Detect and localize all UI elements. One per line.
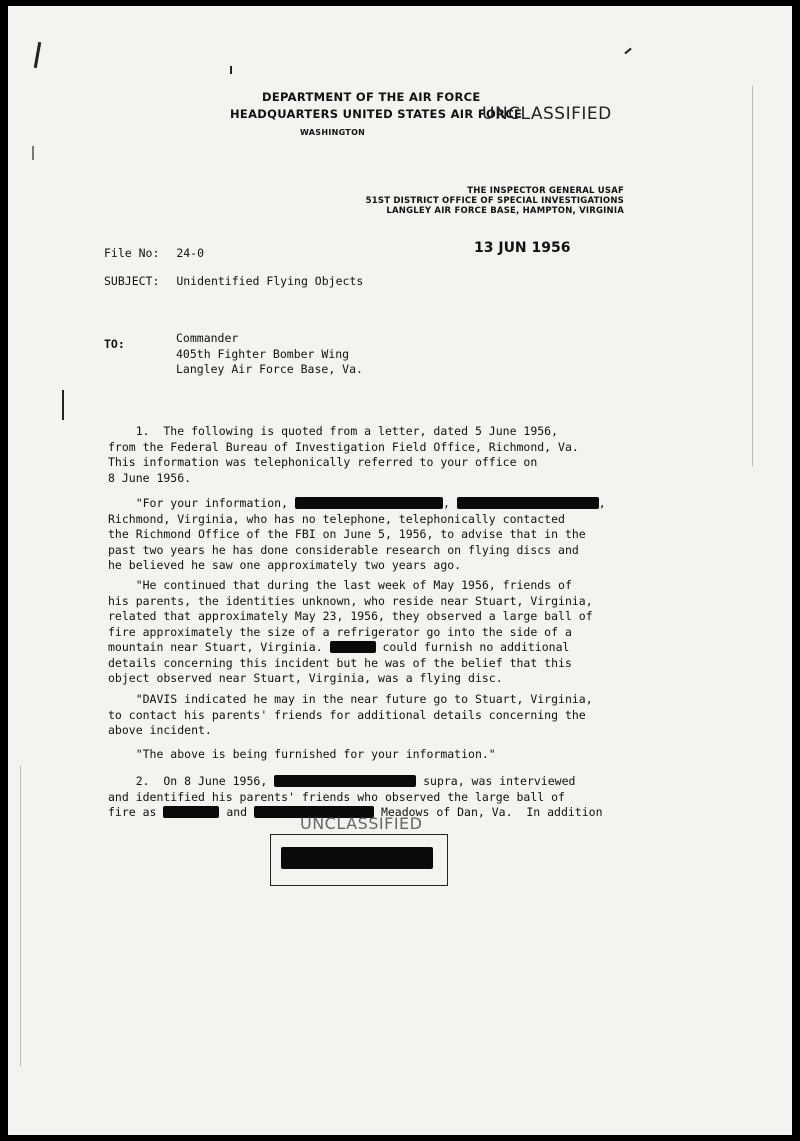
margin-mark [624,48,631,55]
paragraph-line: "He continued that during the last week of May 1956, friends of [108,578,572,592]
margin-mark [34,42,41,68]
paragraph-line: object observed near Stuart, Virginia, was a flying disc. [108,671,503,685]
text-segment: could furnish no additional [375,640,570,654]
subject-line [104,274,363,290]
margin-mark [32,146,34,160]
paragraph-line: This information was telephonically referred to your office on [108,455,538,469]
text-segment: , [442,496,457,510]
paragraph-line: and identified his parents' friends who observed the large ball of [108,789,565,804]
paragraph-line: past two years he has done considerable research on flying discs and [108,542,579,557]
redaction-bar [295,497,443,509]
paragraph-5 [108,747,628,763]
margin-mark [20,766,21,1066]
paragraph-line [108,774,628,790]
addressee-line-1: Commander [176,331,239,345]
addressee-line-2: 405th Fighter Bomber Wing [176,346,350,361]
redaction-bar [281,847,433,869]
paragraph-line: "The above is being furnished for your information." [108,747,496,761]
paragraph-line: his parents, the identities unknown, who reside near Stuart, Virginia, [108,593,593,608]
issuing-office-block [366,186,624,216]
issuer-line-1: THE INSPECTOR GENERAL USAF [467,186,624,196]
addressee-line-3: Langley Air Force Base, Va. [176,362,363,376]
subject-value: Unidentified Flying Objects [176,274,364,288]
paragraph-line: details concerning this incident but he was of the belief that this [108,655,572,670]
city-heading: WASHINGTON [300,128,366,137]
paragraph-line: related that approximately May 23, 1956, they observed a large ball of [108,609,593,623]
paragraph-line: he believed he saw one approximately two years ago. [108,558,462,572]
addressee-block [176,331,363,378]
issuer-line-2: 51ST DISTRICT OFFICE OF SPECIAL INVESTIGATIONS [365,196,624,206]
paragraph-line: above incident. [108,723,212,737]
text-segment: supra, was interviewed [416,774,576,788]
issuer-line-3: LANGLEY AIR FORCE BASE, HAMPTON, VIRGINIA [386,206,624,216]
subject-label: SUBJECT: [104,274,160,288]
classification-stamp-bottom: UNCLASSIFIED [300,814,423,833]
file-number-label: File No: [104,246,160,260]
redaction-bar [163,806,219,818]
paragraph-line: 1. The following is quoted from a letter, dated 5 June 1956, [108,424,559,438]
department-heading: DEPARTMENT OF THE AIR FORCE [262,90,481,104]
paragraph-line [108,496,628,512]
paragraph-4 [108,692,628,739]
paragraph-line: the Richmond Office of the FBI on June 5, 1956, to advise that in the [108,527,586,541]
text-segment: "For your information, [108,496,295,510]
paragraph-1 [108,424,628,486]
document-date: 13 JUN 1956 [474,240,571,256]
paragraph-line: fire approximately the size of a refrigerator go into the side of a [108,624,572,639]
paragraph-line: Richmond, Virginia, who has no telephone, telephonically contacted [108,511,565,526]
paragraph-line: "DAVIS indicated he may in the near future go to Stuart, Virginia, [108,692,593,706]
file-number-value: 24-0 [176,246,205,260]
text-segment: fire as [108,805,164,819]
text-segment: , [598,496,606,510]
margin-mark [752,86,753,466]
paragraph-2 [108,496,628,574]
text-segment: 2. On 8 June 1956, [108,774,275,788]
file-number [104,246,204,262]
paragraph-line [108,640,628,656]
text-segment: Meadows of Dan, Va. In addition [374,805,603,819]
paragraph-line: to contact his parents' friends for additional details concerning the [108,707,586,722]
paragraph-line: 8 June 1956. [108,470,192,485]
redaction-bar [274,775,416,787]
redaction-bar [330,641,376,653]
redaction-bar [457,497,599,509]
margin-mark [62,390,64,420]
to-label: TO: [104,337,125,351]
margin-mark [230,66,232,74]
text-segment: and [219,805,255,819]
paragraph-3 [108,578,628,687]
text-segment: mountain near Stuart, Virginia. [108,640,330,654]
classification-stamp-top: UNCLASSIFIED [482,104,612,124]
redacted-stamp-box [270,834,448,886]
headquarters-heading: HEADQUARTERS UNITED STATES AIR FORCE [230,107,523,121]
paragraph-line: from the Federal Bureau of Investigation Field Office, Richmond, Va. [108,439,579,454]
document-page [8,6,792,1135]
